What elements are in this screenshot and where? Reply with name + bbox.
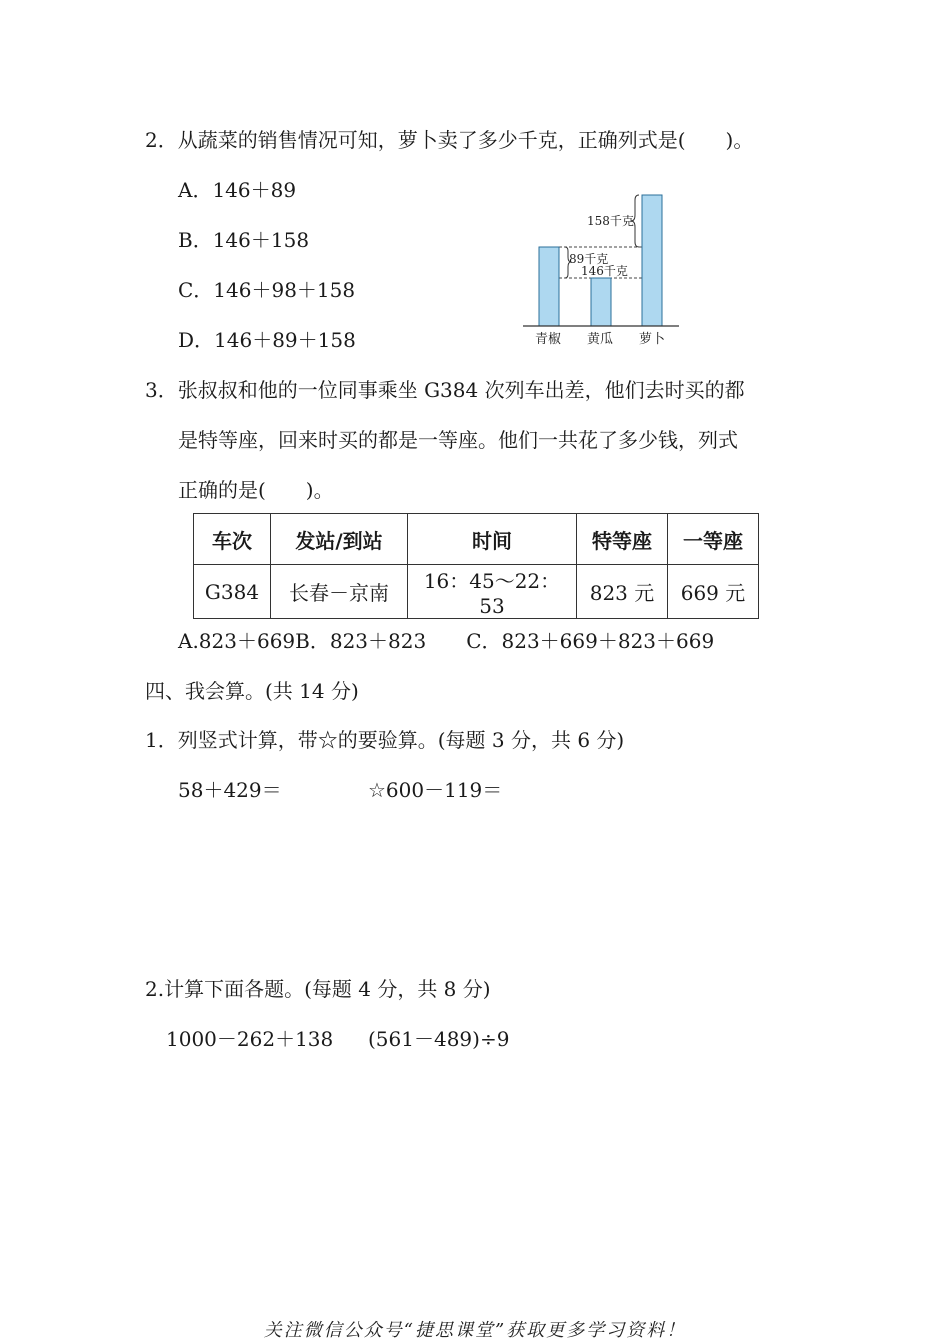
vegetable-sales-chart [515, 185, 685, 350]
train-ticket-table [193, 513, 759, 619]
td-first-class-seat: 669 元 [668, 565, 759, 619]
table-header-row [194, 514, 759, 565]
category-qingjiao: 青椒 [535, 332, 562, 347]
th-station: 发站/到站 [271, 514, 408, 565]
q3-stem-line2: 是特等座，回来时买的都是一等座。他们一共花了多少钱，列式 [178, 428, 738, 452]
q2-option-c: C．146＋98＋158 [178, 278, 356, 302]
q2-stem: 2．从蔬菜的销售情况可知，萝卜卖了多少千克，正确列式是( )。 [145, 128, 754, 152]
section4-q1-item1: 58＋429＝ [178, 778, 282, 802]
category-huanggua: 黄瓜 [587, 332, 614, 347]
th-business-seat: 特等座 [577, 514, 668, 565]
td-business-seat: 823 元 [577, 565, 668, 619]
section4-title: 四、我会算。(共 14 分) [145, 679, 359, 703]
th-train-no: 车次 [194, 514, 271, 565]
q3-options: A.823＋669B．823＋823 C．823＋669＋823＋669 [178, 629, 715, 653]
td-time: 16：45～22：53 [408, 565, 577, 619]
section4-q2-item2: (561－489)÷9 [368, 1027, 510, 1051]
bar-huanggua [591, 278, 611, 326]
bar-luobo [642, 195, 662, 326]
label-158kg: 158千克 [587, 214, 634, 228]
category-luobo: 萝卜 [639, 332, 666, 347]
label-146kg: 146千克 [581, 264, 628, 278]
q3-stem-line1: 3．张叔叔和他的一位同事乘坐 G384 次列车出差，他们去时买的都 [145, 378, 745, 402]
q3-stem-line3: 正确的是( )。 [178, 478, 334, 502]
td-station: 长春－京南 [271, 565, 408, 619]
footer-note: 关注微信公众号“捷思课堂”获取更多学习资料！ [263, 1320, 687, 1341]
q2-option-a: A．146＋89 [178, 178, 297, 202]
section4-q2-title: 2.计算下面各题。(每题 4 分，共 8 分) [145, 977, 491, 1001]
th-first-class-seat: 一等座 [668, 514, 759, 565]
label-89kg: 89千克 [569, 252, 609, 266]
th-time: 时间 [408, 514, 577, 565]
q2-option-b: B．146＋158 [178, 228, 310, 252]
table-row [194, 565, 759, 619]
section4-q1-item2: ☆600－119＝ [368, 778, 503, 802]
bar-qingjiao [539, 247, 559, 326]
section4-q2-item1: 1000－262＋138 [166, 1027, 334, 1051]
q2-option-d: D．146＋89＋158 [178, 328, 356, 352]
td-train-no: G384 [194, 565, 271, 619]
section4-q1-title: 1．列竖式计算，带☆的要验算。(每题 3 分，共 6 分) [145, 728, 625, 752]
